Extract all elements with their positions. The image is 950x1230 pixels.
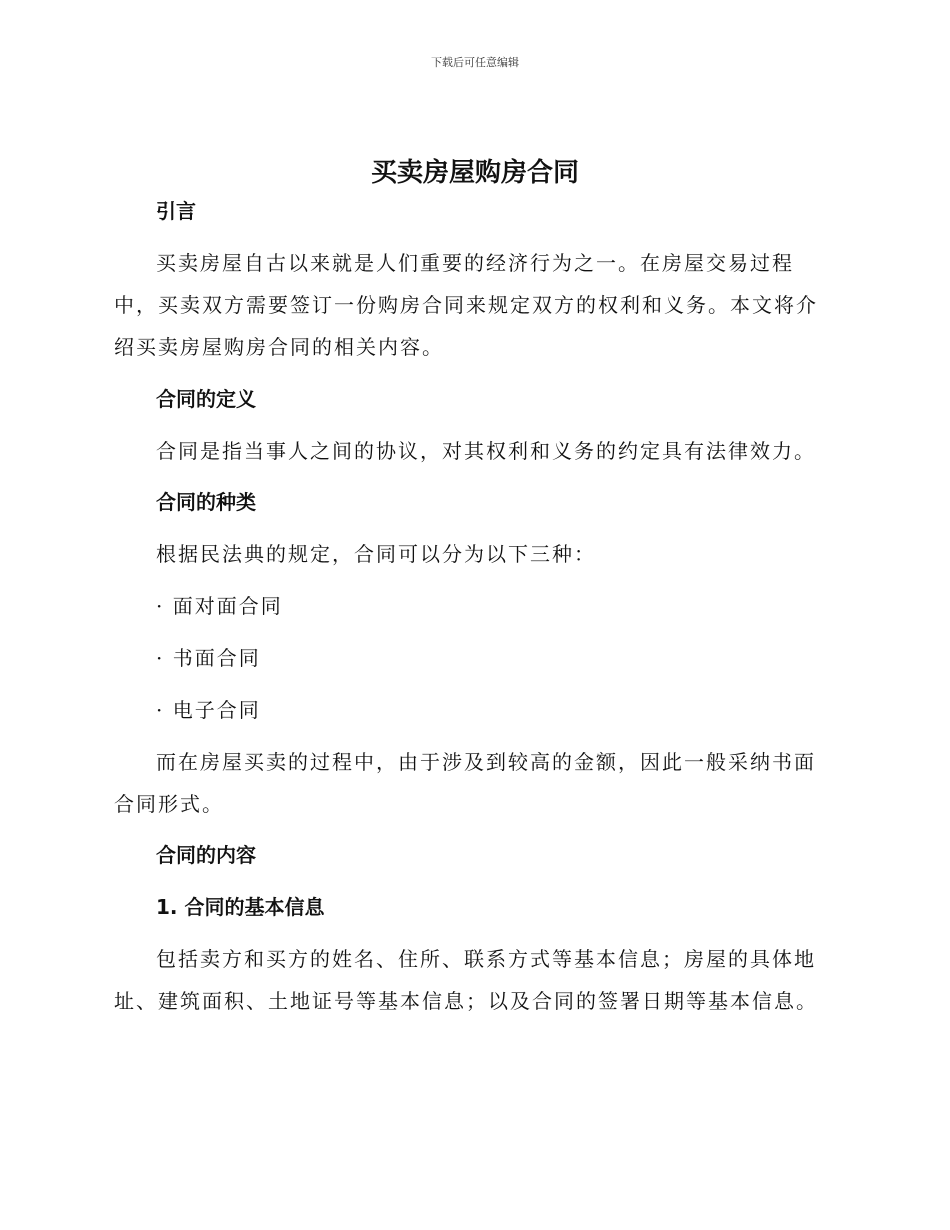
list-item-face-to-face: · 面对面合同 [156, 594, 283, 618]
list-item-written: · 书面合同 [156, 646, 261, 670]
list-item-electronic: · 电子合同 [156, 698, 261, 722]
basic-info-paragraph: 包括卖方和买方的姓名、住所、联系方式等基本信息；房屋的具体地址、建筑面积、土地证号等基本信息；以及合同的签署日期等基本信息。 [114, 947, 818, 1013]
intro-heading: 引言 [156, 199, 196, 223]
definition-heading: 合同的定义 [156, 387, 256, 411]
content-heading: 合同的内容 [156, 843, 256, 867]
types-paragraph: 根据民法典的规定，合同可以分为以下三种： [156, 542, 596, 566]
types-heading: 合同的种类 [156, 490, 256, 514]
document-title: 买卖房屋购房合同 [370, 158, 579, 188]
header-note: 下载后可任意编辑 [431, 56, 519, 69]
basic-info-heading: 1. 合同的基本信息 [156, 895, 325, 919]
types-conclusion-paragraph: 而在房屋买卖的过程中，由于涉及到较高的金额，因此一般采纳书面合同形式。 [114, 750, 816, 816]
intro-paragraph: 买卖房屋自古以来就是人们重要的经济行为之一。在房屋交易过程中，买卖双方需要签订一份购房合同来规定双方的权利和义务。本文将介绍买卖房屋购房合同的相关内容。 [114, 251, 818, 359]
definition-paragraph: 合同是指当事人之间的协议，对其权利和义务的约定具有法律效力。 [156, 439, 816, 463]
